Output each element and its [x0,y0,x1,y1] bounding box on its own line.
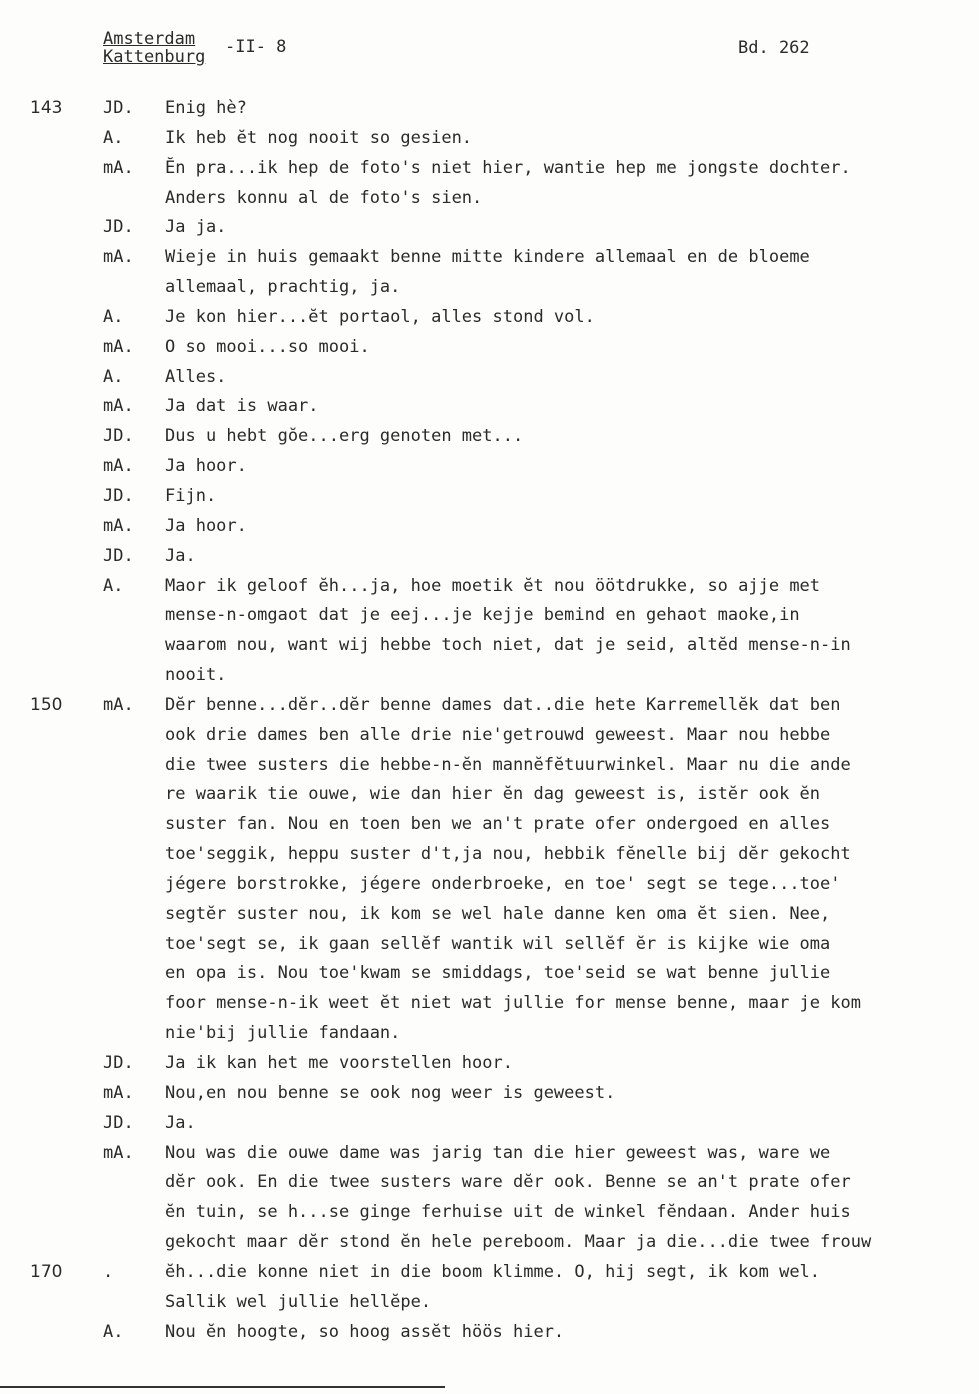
footer-rule [0,1386,445,1388]
utterance-text: gekocht maar dĕr stond ĕn hele pereboom. Maar ja die...die twee frouw [165,1232,872,1253]
speaker-label: A. [103,366,124,387]
page-number: -II- 8 [225,37,287,57]
utterance-text: Nou ĕn hoogte, so hoog assĕt höös hier. [165,1321,565,1342]
utterance-text: Alles. [165,366,227,387]
transcript-line [0,870,979,900]
utterance-text: Ik heb ĕt nog nooit so gesien. [165,127,473,148]
transcript-line [0,303,979,333]
transcript-line [0,1139,979,1169]
utterance-text: nooit. [165,665,227,686]
utterance-text: Fijn. [165,485,217,506]
utterance-text: Ja hoor. [165,456,247,477]
speaker-label: mA. [103,1142,134,1163]
utterance-text: Ja ik kan het me voorstellen hoor. [165,1053,513,1073]
utterance-text: Je kon hier...ĕt portaol, alles stond vol. [165,306,595,327]
utterance-text: ook drie dames ben alle drie nie'getrouwd geweest. Maar nou hebbe [165,724,831,745]
utterance-text: jégere borstrokke, jégere onderbroeke, en toe' segt se tege...toe' [165,873,841,894]
line-number: 143 [30,98,63,118]
utterance-text: suster fan. Nou en toen ben we an't prate ofer ondergoed en alles [165,814,831,835]
utterance-text: Dĕr benne...dĕr..dĕr benne dames dat..die hete Karremellĕk dat ben [165,694,841,715]
transcript-line [0,392,979,422]
speaker-label: JD. [103,217,134,238]
utterance-text: Nou was die ouwe dame was jarig tan die hier geweest was, ware we [165,1142,831,1163]
utterance-text: Dus u hebt gŏe...erg genoten met... [165,426,524,447]
utterance-text: toe'segt se, ik gaan sellĕf wantik wil sellĕf ĕr is kijke wie oma [165,933,831,954]
transcript-line [0,751,979,781]
utterance-text: die twee susters die hebbe-n-ĕn mannĕfĕtuurwinkel. Maar nu die ande [165,754,851,775]
utterance-text: en opa is. Nou toe'kwam se smiddags, toe'seid se wat benne jullie [165,963,831,984]
transcript-line [0,959,979,989]
utterance-text: Wieje in huis gemaakt benne mitte kindere allemaal en de bloeme [165,247,810,268]
transcript-line [0,930,979,960]
speaker-label: mA. [103,515,134,536]
speaker-label: A. [103,575,124,596]
utterance-text: re waarik tie ouwe, wie dan hier ĕn dag geweest is, istĕr ook ĕn [165,784,821,805]
utterance-text: Anders konnu al de foto's sien. [165,187,483,208]
transcript-line [0,1258,979,1288]
speaker-label: A. [103,1321,124,1342]
transcript-line [0,1079,979,1109]
transcript-line [0,94,979,124]
utterance-text: segtĕr suster nou, ik kom se wel hale danne ken oma ĕt sien. Nee, [165,903,831,924]
utterance-text: Ja ja. [165,217,227,238]
utterance-text: allemaal, prachtig, ja. [165,277,401,298]
line-number: 150 [30,694,63,715]
transcript-line [0,482,979,512]
speaker-label: JD. [103,545,134,566]
utterance-text: ĕh...die konne niet in die boom klimme. O, hij segt, ik kom wel. [165,1261,821,1282]
utterance-text: foor mense-n-ik weet ĕt niet wat jullie for mense benne, maar je kom [165,993,861,1014]
line-number: 170 [30,1261,63,1282]
transcript-line [0,1109,979,1139]
transcript-line [0,452,979,482]
transcript-body [0,94,979,1347]
speaker-label: mA. [103,694,134,715]
transcript-line [0,1198,979,1228]
transcript-line [0,989,979,1019]
utterance-text: Ĕn pra...ik hep de foto's niet hier, wantie hep me jongste dochter. [165,157,851,178]
location-header [103,29,287,67]
speaker-label: mA. [103,157,134,178]
speaker-label: . [103,1261,114,1282]
transcript-line [0,572,979,602]
location-district: Kattenburg [103,47,206,67]
utterance-text: Sallik wel jullie hellĕpe. [165,1291,432,1312]
utterance-text: O so mooi...so mooi. [165,336,370,357]
speaker-label: mA. [103,456,134,477]
tape-number: Bd. 262 [738,38,810,58]
transcript-line [0,512,979,542]
speaker-label: A. [103,127,124,148]
transcript-line [0,273,979,303]
speaker-label: JD. [103,1112,134,1133]
utterance-text: Enig hè? [165,98,247,118]
transcript-line [0,691,979,721]
speaker-label: A. [103,306,124,327]
transcript-line [0,422,979,452]
utterance-text: nie'bij jullie fandaan. [165,1023,401,1044]
transcript-line [0,840,979,870]
transcript-line [0,213,979,243]
utterance-text: Nou,en nou benne se ook nog weer is geweest. [165,1082,616,1103]
transcript-line [0,780,979,810]
transcript-line [0,1228,979,1258]
transcript-line [0,1288,979,1318]
speaker-label: JD. [103,1053,134,1073]
transcript-line [0,721,979,751]
speaker-label: JD. [103,485,134,506]
transcript-line [0,900,979,930]
transcript-line [0,631,979,661]
speaker-label: mA. [103,396,134,417]
speaker-label: JD. [103,426,134,447]
utterance-text: ĕn tuin, se h...se ginge ferhuise uit de winkel fĕndaan. Ander huis [165,1202,851,1223]
transcript-line [0,542,979,572]
utterance-text: Ja. [165,545,196,566]
utterance-text: Ja dat is waar. [165,396,319,417]
utterance-text: toe'seggik, heppu suster d't,ja nou, hebbik fĕnelle bij dĕr gekocht [165,844,851,865]
location-city: Amsterdam [103,29,196,49]
transcript-line [0,1318,979,1348]
transcript-line [0,601,979,631]
transcript-line [0,1168,979,1198]
transcript-line [0,810,979,840]
transcript-line [0,363,979,393]
utterance-text: Ja hoor. [165,515,247,536]
transcript-line [0,661,979,691]
transcript-line [0,333,979,363]
transcript-line [0,124,979,154]
speaker-label: JD. [103,98,134,118]
utterance-text: Maor ik geloof ĕh...ja, hoe moetik ĕt nou öötdrukke, so ajje met [165,575,821,596]
transcript-line [0,1019,979,1049]
transcript-line [0,154,979,184]
utterance-text: mense-n-omgaot dat je eej...je kejje bemind en gehaot maoke,in [165,605,800,626]
transcript-line [0,1049,979,1079]
transcript-line [0,243,979,273]
speaker-label: mA. [103,1082,134,1103]
utterance-text: Ja. [165,1112,196,1133]
speaker-label: mA. [103,247,134,268]
speaker-label: mA. [103,336,134,357]
utterance-text: dĕr ook. En die twee susters ware dĕr ook. Benne se an't prate ofer [165,1172,851,1193]
transcript-line [0,184,979,214]
utterance-text: waarom nou, want wij hebbe toch niet, dat je seid, altĕd mense-n-in [165,635,851,656]
